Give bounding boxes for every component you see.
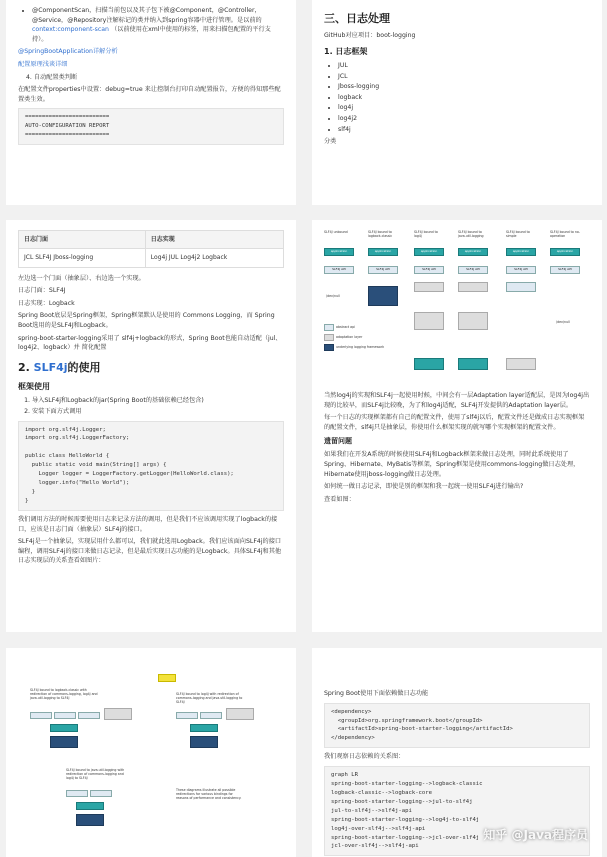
impl-box — [458, 358, 488, 370]
github-line: GitHub对应项目：boot-logging — [324, 32, 416, 40]
diagram-col-label: SLF4J unbound — [324, 230, 348, 234]
paragraph: 我们观察日志依赖的关系图： — [324, 753, 405, 761]
slf4j-link[interactable]: SLF4j — [33, 360, 68, 374]
list-item: • JCL — [338, 72, 590, 82]
section-number: 2. — [18, 360, 34, 374]
diagram-box — [76, 814, 104, 826]
paragraph: 每一个日志的实现框架都有自己的配置文件，使用了slf4j以后，配置文件还是做成日志实现框架的配置文件，slf4j只是抽象层，你使用什么框架实现的就写哪个实现框架的配置文件。 — [324, 414, 585, 431]
paragraph: 日志实现：Logback — [18, 299, 75, 307]
adapter-box — [414, 282, 444, 292]
paragraph: 如果我们在开发A系统的时候使用SLF4j和Logback框架来做日志处理，同时此系统使用了 Spring、Hibernate、MyBatis等框架，Spring框架是使用commons-logging做日志处理，Hibernate使用jboss-logging做日志处理。 — [324, 451, 580, 478]
table-row — [19, 249, 284, 267]
bullet-tail: （以前使用在xml中使用的标签，用来扫描包配置的平行支持）。 — [32, 26, 271, 43]
highlight-marker — [158, 674, 176, 682]
diagram-box — [104, 708, 132, 720]
code-block: <dependency> <groupId>org.springframework.boot</groupId> <artifactId>spring-boot-starter-logging</artifactId> </dependency> — [324, 703, 590, 749]
diagram-caption: SLF4J bound to logback-classic with redirection of commons-logging, log4j and java.util.logging to SLF4J — [30, 688, 98, 700]
link-config-principle[interactable]: 配置原理浅谈详细 — [18, 61, 68, 69]
list-item: • slf4j — [338, 125, 590, 135]
app-box: application — [506, 248, 536, 256]
diagram-box — [200, 712, 222, 719]
paragraph: 左边选一个门面（抽象层）、右边选一个实现。 — [18, 274, 145, 282]
app-box: application — [458, 248, 488, 256]
legend-swatch — [324, 344, 334, 351]
diagram-box — [50, 736, 78, 748]
list-item: • Jboss-logging — [338, 82, 590, 92]
logback-box — [368, 286, 398, 306]
code-block: graph LR spring-boot-starter-logging-->logback-classic logback-classic-->logback-core spring-boot-starter-logging-->jul-to-slf4j jul-to-slf4j-->slf4j-api spring-boot-starter-logging-->log4j-to-slf4j log4j-over-slf4j-->slf4j-api spring-boot-starter-logging-->jcl-over-slf4j jcl-over-slf4j-->slf4j-api — [324, 766, 590, 856]
list-item: 1. 导入SLF4j和Logback的jar(Spring Boot的基础依赖已经包含) — [32, 396, 284, 406]
diagram-box — [190, 736, 218, 748]
bullet-item — [32, 6, 284, 44]
doc-page-6 — [312, 648, 602, 857]
section-title — [18, 359, 284, 376]
subsection-title: 遗留问题 — [324, 437, 352, 446]
redirection-diagram — [26, 688, 276, 853]
paragraph: Spring Boot使用下面依赖做日志功能 — [324, 690, 429, 697]
diagram-col-label: SLF4J bound to simple — [506, 230, 530, 238]
api-box: SLF4J API — [324, 266, 354, 274]
doc-page-3 — [6, 220, 296, 632]
diagram-box — [76, 802, 104, 810]
paragraph: SLF4j是一个抽象层，实现层用什么都可以，我们就此选用Logback。我们应该面向SLF4j的接口编程，调用SLF4j的接口来做日志记录，但是最后实现日志功能的是Logback。具体SLF4j和其他日志实现层的关系查看如图片： — [18, 538, 282, 565]
legend-label: underlying logging framework — [336, 345, 385, 349]
bullet-text: @ComponentScan，扫描当前包以及其子包下被@Component，@Controller，@Service，@Repository注解标记的类并纳入到spring容器中进行管理。是以前的 — [32, 7, 262, 24]
steps-list — [18, 396, 284, 416]
diagram-box — [190, 724, 218, 732]
dev-null-label: /dev/null — [326, 294, 340, 298]
paragraph: 日志门面：SLF4J — [18, 287, 66, 295]
app-box: application — [324, 248, 354, 256]
list-item: • logback — [338, 93, 590, 103]
slf4j-bindings-diagram — [322, 224, 592, 384]
diagram-box — [226, 708, 254, 720]
api-box: SLF4J API — [458, 266, 488, 274]
api-box: SLF4J API — [368, 266, 398, 274]
legend-label: abstract api — [336, 325, 356, 329]
section-title: 三、日志处理 — [324, 12, 390, 25]
app-box: application — [414, 248, 444, 256]
impl-box — [414, 358, 444, 370]
diagram-note: These diagrams illustrate all possible redirections for various bindings for reasons of performance and consistency. — [176, 788, 242, 800]
diagram-caption: SLF4J bound to log4j with redirection of commons-logging and java.util.logging to SLF4J — [176, 692, 243, 704]
paragraph: Spring Boot底层是Spring框架，Spring框架默认是使用的 Commons Logging，而 Spring Boot选用的是SLF4J和Logback。 — [18, 312, 275, 330]
api-box: SLF4J API — [550, 266, 580, 274]
api-box: SLF4J API — [414, 266, 444, 274]
simple-box — [506, 282, 536, 292]
list-item: • log4j — [338, 103, 590, 113]
diagram-col-label: SLF4J bound to no-operation — [550, 230, 581, 238]
legend-swatch — [324, 324, 334, 331]
table-header: 日志实现 — [145, 231, 283, 249]
table-cell: JCL SLF4J Jboss-logging — [19, 249, 146, 267]
diagram-box — [54, 712, 76, 719]
watermark: 知乎 @Java程序员 — [483, 828, 588, 842]
paragraph: 当然log4j的实现和SLF4j一起使用时候，中间会有一层Adaptation layer适配层，是因为log4j出现的比较早，而SLF4j比较晚，为了和log4j适配，SLF4j开发提供的Adaptation layer层。 — [324, 392, 590, 409]
paragraph: 如何统一做日志记录，即使是别的框架和我一起统一使用SLF4j进行输出? — [324, 483, 524, 491]
bullet-list — [18, 6, 284, 44]
diagram-box — [78, 712, 100, 719]
diagram-box — [50, 724, 78, 732]
jul-box — [458, 312, 488, 330]
adapter-box — [458, 282, 488, 292]
doc-page-4 — [312, 220, 602, 632]
list-item: 2. 安装下面方式调用 — [32, 407, 284, 417]
subsection-title: 1. 日志框架 — [324, 46, 368, 56]
diagram-box — [66, 790, 88, 797]
doc-page-2 — [312, 0, 602, 205]
doc-page-1 — [6, 0, 296, 205]
paragraph: 我们调用方法的时候需要使用日志来记录方法的调用，但是我们不应该调用实现了logback的接口，应该是日志门面（抽象层）SLF4j的接口。 — [18, 515, 278, 533]
diagram-col-label: SLF4J bound to java.util.logging — [458, 230, 484, 238]
diagram-caption: SLF4J bound to java.util.logging with redirection of commons-logging and log4j to SLF4J — [66, 768, 125, 780]
legend-swatch — [324, 334, 334, 341]
api-box: SLF4J API — [506, 266, 536, 274]
framework-list — [324, 61, 590, 134]
list-item: • log4j2 — [338, 114, 590, 124]
impl-box — [506, 358, 536, 370]
legend-label: adaptation layer — [336, 335, 363, 339]
doc-page-5 — [6, 648, 296, 857]
table-cell: Log4j JUL Log4j2 Logback — [145, 249, 283, 267]
bullet-link[interactable]: context:component-scan — [32, 26, 109, 34]
link-springbootapplication[interactable]: @SpringBootApplication详解分析 — [18, 48, 118, 56]
log-table — [18, 230, 284, 268]
diagram-col-label: SLF4J bound to logback-classic — [368, 230, 393, 238]
diagram-col-label: SLF4J bound to log4j — [414, 230, 438, 238]
paragraph: 查看如图： — [324, 495, 355, 503]
section-suffix: 的使用 — [67, 360, 101, 374]
diagram-box — [176, 712, 198, 719]
tail-text: 分类 — [324, 138, 337, 146]
dev-null-label: /dev/null — [556, 320, 570, 324]
diagram-box — [30, 712, 52, 719]
log4j-box — [414, 312, 444, 330]
list-item: • JUL — [338, 61, 590, 71]
diagram-box — [90, 790, 112, 797]
table-header: 日志门面 — [19, 231, 146, 249]
code-block: ========================= AUTO-CONFIGURATION REPORT ========================= — [18, 108, 284, 145]
app-box: application — [550, 248, 580, 256]
paragraph: 在配置文件properties中设置：debug=true 来让控制台打印自动配置报告，方便的得知那些配置类生效。 — [18, 86, 281, 103]
item-4: 4. 自动配置类判断 — [26, 73, 78, 81]
paragraph: spring-boot-starter-logging采用了 slf4j+logback的形式，Spring Boot也能自动适配（jul、log4j2、logback）并 简化配置 — [18, 334, 282, 352]
subsection-title: 框架使用 — [18, 381, 50, 391]
app-box: application — [368, 248, 398, 256]
code-block: import org.slf4j.Logger; import org.slf4j.LoggerFactory; public class HelloWorld { public static void main(String[] args) { Logger logger = LoggerFactory.getLogger(HelloWorld.class); logger.info("Hello World"); } } — [18, 421, 284, 511]
